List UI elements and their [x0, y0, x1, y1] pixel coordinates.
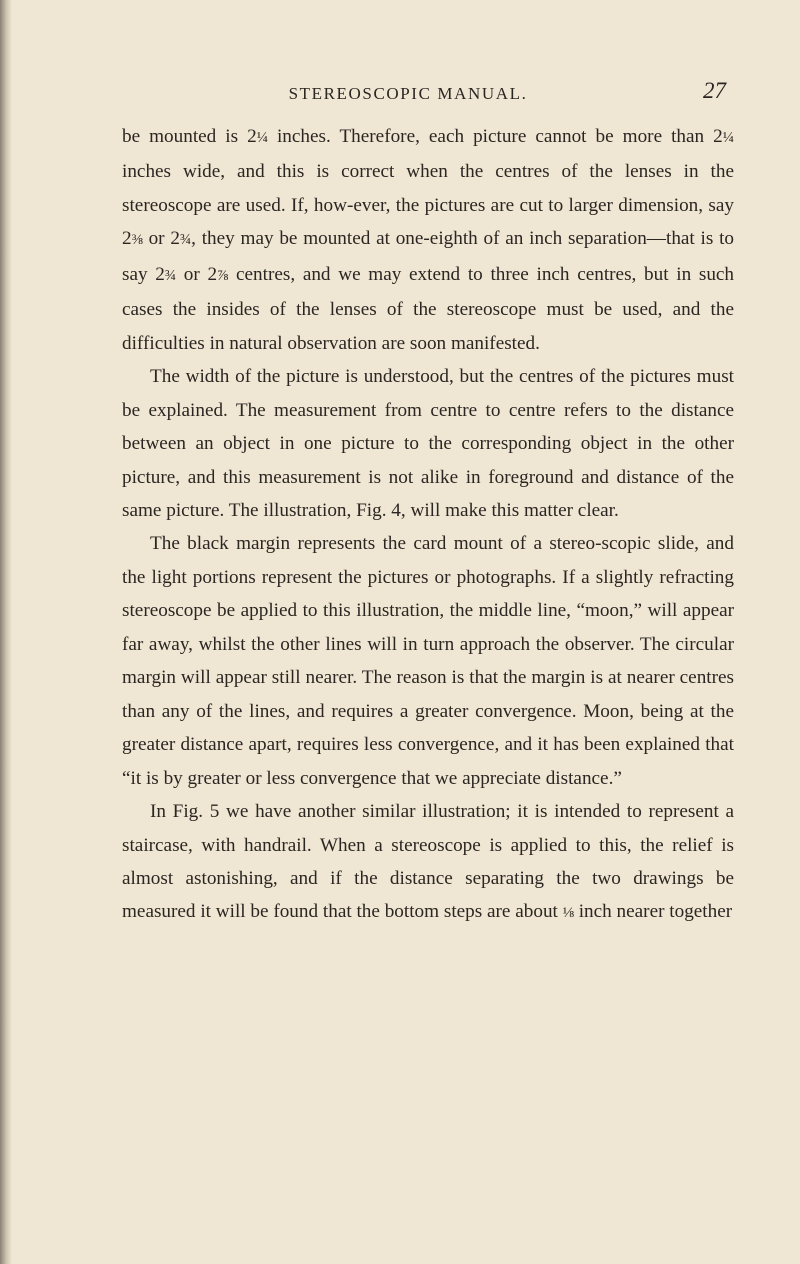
- fraction: ¾: [164, 267, 177, 284]
- paragraph-4: [122, 795, 734, 931]
- paragraph-1: [122, 120, 734, 360]
- fraction: ⅞: [217, 267, 229, 284]
- text-run: inch nearer together: [573, 901, 733, 923]
- text-run: centres, and we may extend to three inch centres, but in such cases the insides of the lenses of the stereoscope must be used, and the difficulties in natural observation are soon manifested.: [122, 263, 735, 354]
- text-run: , they may be mounted at one-eighth of an inch separation—that is to say 2: [122, 228, 735, 285]
- paragraph-2: [122, 360, 734, 527]
- page-body: [122, 120, 734, 931]
- text-run: The black margin represents the card mount of a stereo-scopic slide, and the light portions represent the pictures or photographs. If a slightly refracting stereoscope be applied to this illustration, the middle line, “moon,” will appear far away, whilst the other lines will in turn approach the observer. The circular margin will appear still nearer. The reason is that the margin is at nearer centres than any of the lines, and requires a greater convergence. Moon, being at the greater distance apart, requires less convergence, and it has been explained that “it is by greater or less convergence that we appreciate distance.”: [122, 533, 734, 789]
- text-run: In Fig. 5 we have another similar illustration; it is intended to represent a staircase, with handrail. When a stereoscope is applied to this, the relief is almost astonishing, and if the distance separating the two drawings be measured it will be found that the bottom steps are about: [122, 801, 734, 923]
- text-run: The width of the picture is understood, but the centres of the pictures must be explained. The measurement from centre to centre refers to the distance between an object in one picture to the corresponding object in the other picture, and this measurement is not alike in foreground and distance of the same picture. The illustration, Fig. 4, will make this matter clear.: [122, 366, 734, 521]
- fraction: ⅜: [131, 232, 143, 249]
- fraction: ¾: [179, 232, 192, 249]
- running-head: STEREOSCOPIC MANUAL.: [288, 84, 528, 103]
- page-number: 27: [703, 78, 726, 103]
- text-run: inches. Therefore, each picture cannot be more than 2: [267, 126, 723, 147]
- text-run: or 2: [176, 263, 218, 285]
- fraction: ¼: [256, 130, 268, 146]
- fraction: ⅛: [562, 905, 574, 922]
- text-run: be mounted is 2: [122, 126, 257, 147]
- text-run: or 2: [142, 228, 180, 250]
- book-binding-shadow: [0, 0, 12, 1264]
- paragraph-3: [122, 527, 734, 795]
- fraction: ¼: [722, 130, 734, 146]
- text-run: inches wide, and this is correct when the centres of the lenses in the stereoscope are used. If, how-ever, the pictures are cut to larger dimension, say 2: [122, 161, 734, 250]
